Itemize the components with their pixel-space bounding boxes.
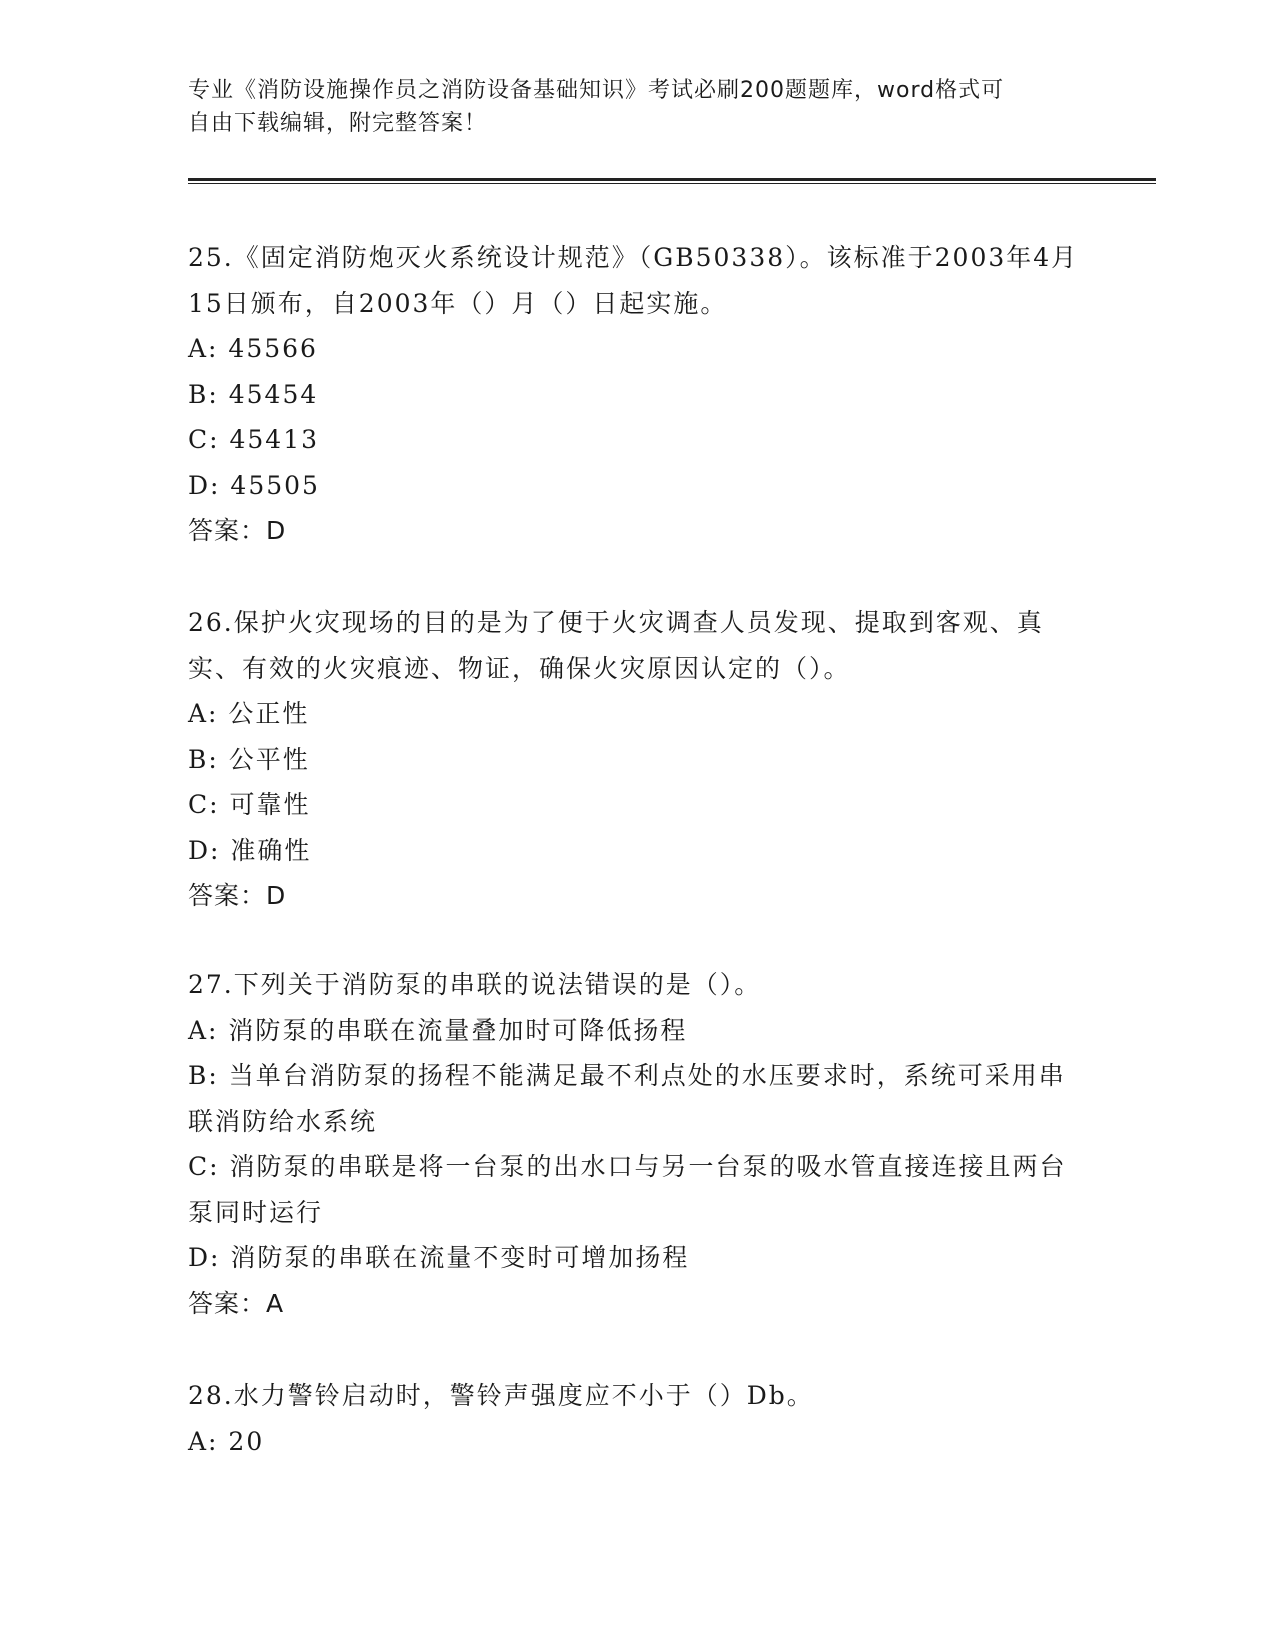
header-divider-thin <box>188 183 1156 184</box>
option-a: A: 公正性 <box>188 699 310 728</box>
header-line-2: 自由下载编辑，附完整答案！ <box>188 111 488 136</box>
question-25 <box>188 235 1088 554</box>
question-27 <box>188 962 1088 1326</box>
question-text: 27.下列关于消防泵的串联的说法错误的是（）。 <box>188 970 762 999</box>
question-28 <box>188 1373 1088 1464</box>
answer: 答案：A <box>188 1288 285 1318</box>
answer: 答案：D <box>188 881 287 910</box>
option-d: D: 消防泵的串联在流量不变时可增加扬程 <box>188 1243 690 1272</box>
option-c: C: 可靠性 <box>188 790 311 819</box>
header-line-1: 专业《消防设施操作员之消防设备基础知识》考试必刷200题题库，word格式可 <box>188 78 1005 103</box>
question-text: 28.水力警铃启动时，警铃声强度应不小于（）Db。 <box>188 1381 814 1410</box>
option-b: B: 当单台消防泵的扬程不能满足最不利点处的水压要求时，系统可采用串联消防给水系统 <box>188 1061 1066 1136</box>
option-c: C: 45413 <box>188 425 320 454</box>
option-a: A: 20 <box>188 1426 265 1456</box>
option-a: A: 45566 <box>188 334 318 363</box>
question-text: 26.保护火灾现场的目的是为了便于火灾调查人员发现、提取到客观、真实、有效的火灾痕迹、物证，确保火灾原因认定的（）。 <box>188 608 1044 683</box>
header-divider-thick <box>188 178 1156 181</box>
option-b: B: 公平性 <box>188 744 310 774</box>
option-a: A: 消防泵的串联在流量叠加时可降低扬程 <box>188 1015 688 1045</box>
option-d: D: 45505 <box>188 470 320 500</box>
document-header <box>188 74 1068 140</box>
question-26 <box>188 600 1088 919</box>
question-text: 25.《固定消防炮灭火系统设计规范》（GB50338）。该标准于2003年4月15日颁布，自2003年（）月（）日起实施。 <box>188 243 1079 318</box>
option-c: C: 消防泵的串联是将一台泵的出水口与另一台泵的吸水管直接连接且两台泵同时运行 <box>188 1152 1067 1227</box>
option-d: D: 准确性 <box>188 835 312 865</box>
answer: 答案：D <box>188 516 287 545</box>
option-b: B: 45454 <box>188 379 319 409</box>
